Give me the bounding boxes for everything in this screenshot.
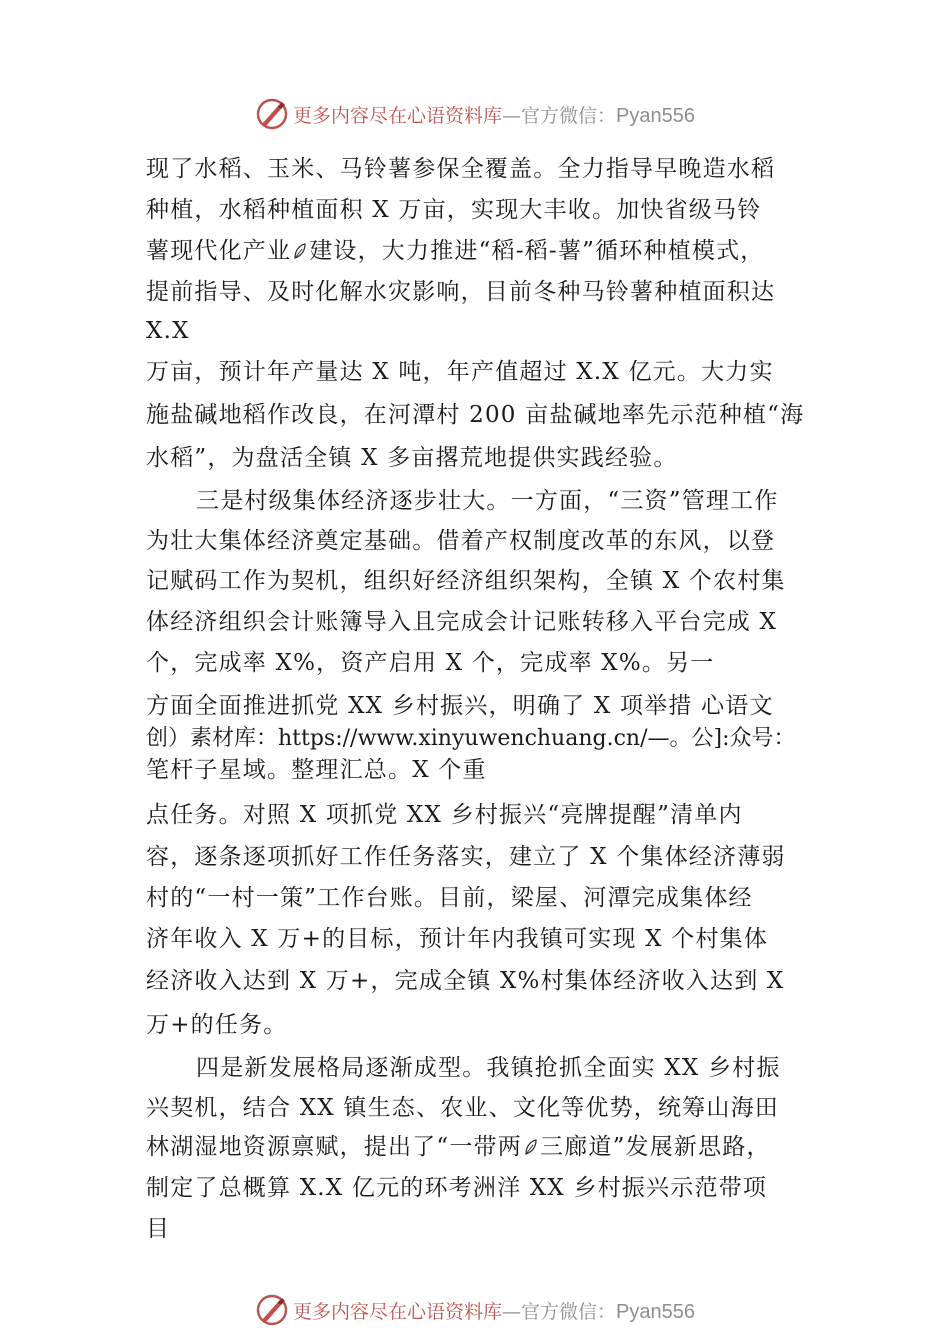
text-line: [146, 236, 764, 266]
text-line: 村的“一村一策”工作台账。目前，梁屋、河潭完成集体经: [146, 885, 753, 911]
text-line: 三是村级集体经济逐步壮大。一方面，“三资”管理工作: [196, 488, 779, 514]
text-line: X.X: [146, 318, 190, 344]
text-line: 记赋码工作为契机，组织好经济组织架构，全镇 X 个农村集: [146, 568, 786, 594]
pen-logo-icon: [255, 97, 289, 131]
text-line: 体经济组织会计账簿导入且完成会计记账转移入平台完成 X: [146, 609, 778, 635]
text-line: 容，逐条逐项抓好工作任务落实，建立了 X 个集体经济薄弱: [146, 844, 786, 870]
text-line: 方面全面推进抓党 XX 乡村振兴，明确了 X 项举措 心语文: [146, 693, 774, 719]
text-line: 济年收入 X 万+的目标，预计年内我镇可实现 X 个村集体: [146, 926, 769, 952]
text-fragment: 林湖湿地资源禀赋，提出了“一带两: [146, 1134, 522, 1160]
text-line: [146, 1132, 771, 1162]
leaf-glyph-icon: [292, 242, 308, 260]
text-fragment: 三廊道”发展新思路，: [539, 1134, 771, 1160]
footer-wechat-label: 官方微信：: [521, 1300, 617, 1323]
text-fragment: 薯现代化产业: [146, 238, 292, 264]
header-banner: [0, 94, 950, 134]
text-line: 经济收入达到 X 万+，完成全镇 X%村集体经济收入达到 X: [146, 968, 785, 994]
text-line: 提前指导、及时化解水灾影响，目前冬种马铃薯种植面积达: [146, 279, 776, 305]
text-line: 为壮大集体经济奠定基础。借着产权制度改革的东风，以登: [146, 528, 776, 554]
text-line: 兴契机，结合 XX 镇生态、农业、文化等优势，统筹山海田: [146, 1095, 779, 1121]
text-line: 万+的任务。: [146, 1012, 288, 1038]
text-line: 点任务。对照 X 项抓党 XX 乡村振兴“亮牌提醒”清单内: [146, 802, 743, 828]
footer-brand-text: 更多内容尽在心语资料库: [293, 1300, 503, 1323]
pen-logo-icon: [255, 1293, 289, 1327]
text-line: 制定了总概算 X.X 亿元的环考洲洋 XX 乡村振兴示范带项: [146, 1175, 768, 1201]
text-line: 笔杆子星域。整理汇总。X 个重: [146, 757, 487, 783]
text-line: 创）素材库：https://www.xinyuwenchuang.cn/—。公]:众号：: [146, 726, 796, 751]
text-line: 四是新发展格局逐渐成型。我镇抢抓全面实 XX 乡村振: [196, 1055, 781, 1081]
text-line: 种植，水稻种植面积 X 万亩，实现大丰收。加快省级马铃: [146, 197, 762, 223]
header-brand-text: 更多内容尽在心语资料库: [293, 104, 503, 127]
leaf-glyph-icon: [523, 1138, 539, 1156]
text-line: 万亩，预计年产量达 X 吨，年产值超过 X.X 亿元。大力实: [146, 359, 774, 385]
text-line: 施盐碱地稻作改良，在河潭村 200 亩盐碱地率先示范种植“海: [146, 402, 805, 428]
header-dash: —: [502, 104, 522, 127]
text-line: 水稻”，为盘活全镇 X 多亩撂荒地提供实践经验。: [146, 445, 678, 471]
text-line: 个，完成率 X%，资产启用 X 个，完成率 X%。另一: [146, 650, 715, 676]
header-wechat-label: 官方微信：: [521, 104, 617, 127]
text-line: 现了水稻、玉米、马铃薯参保全覆盖。全力指导早晚造水稻: [146, 156, 776, 182]
footer-wechat-id: Pyan556: [616, 1300, 695, 1323]
footer-dash: —: [502, 1300, 522, 1323]
text-fragment: 建设，大力推进“稻-稻-薯”循环种植模式，: [309, 238, 765, 264]
text-line: 目: [146, 1216, 171, 1242]
footer-banner: [0, 1290, 950, 1330]
header-wechat-id: Pyan556: [616, 104, 695, 127]
